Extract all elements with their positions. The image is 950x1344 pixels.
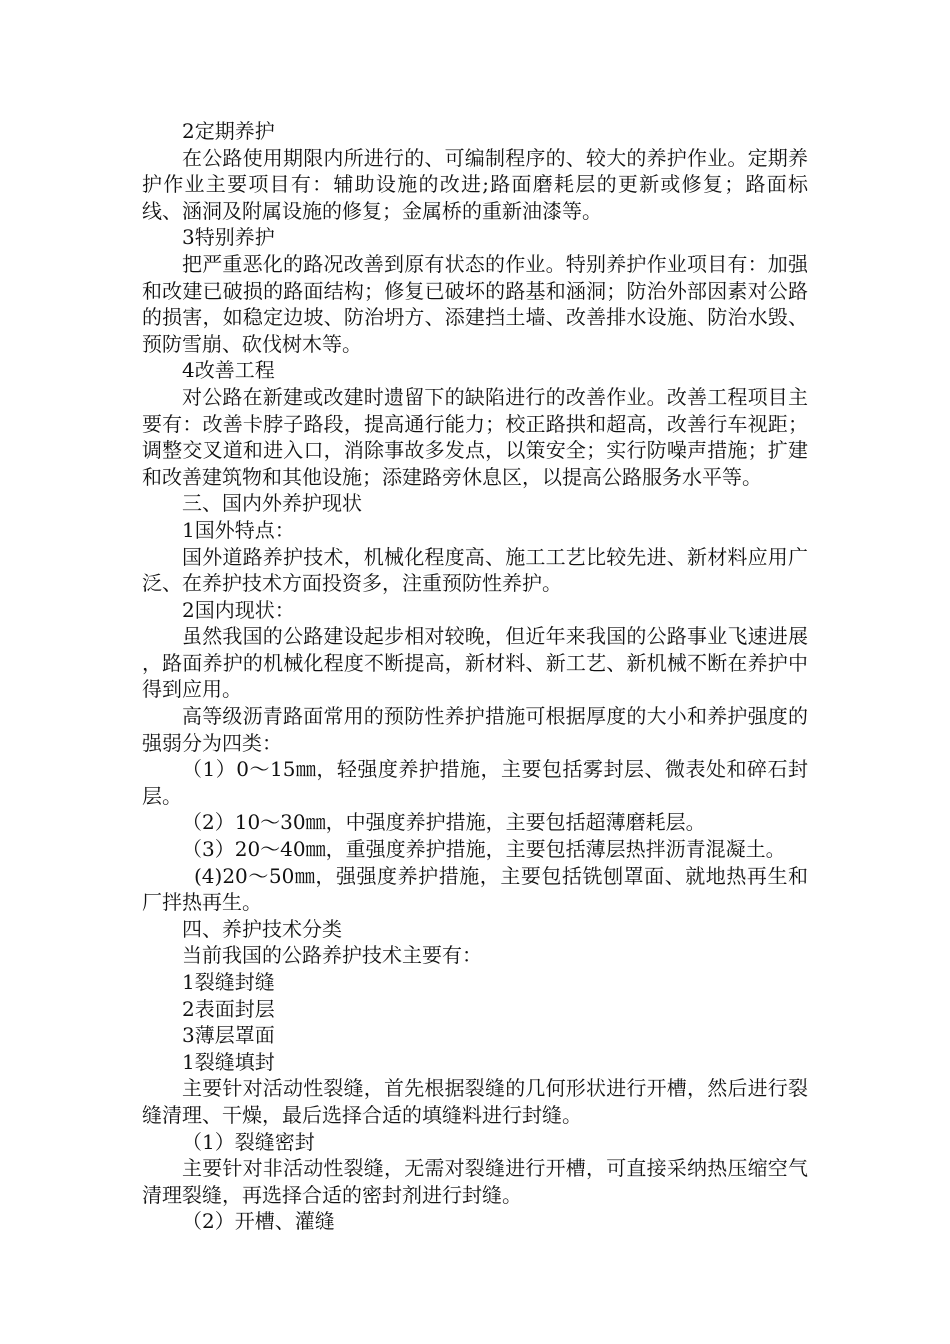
section-heading-domestic-status: 2国内现状： bbox=[182, 597, 295, 622]
list-item-strong-intensity: (4)20～50㎜，强强度养护措施，主要包括铣刨罩面、就地热再生和厂拌热再生。 bbox=[142, 863, 808, 915]
paragraph-techniques-intro: 当前我国的公路养护技术主要有： bbox=[182, 943, 482, 968]
section-heading-foreign-features: 1国外特点： bbox=[182, 517, 295, 542]
paragraph-special-maintenance: 把严重恶化的路况改善到原有状态的作业。特别养护作业项目有：加强和改建已破损的路面结构；修复已破坏的路基和涵洞；防治外部因素对公路的损害，如稳定边坡、防治坍方、添建挡土墙、改善排水设施、防治水毁、预防雪崩、砍伐树木等。 bbox=[142, 251, 808, 356]
subsection-heading-crack-sealing: （1）裂缝密封 bbox=[182, 1129, 315, 1154]
paragraph-periodic-maintenance: 在公路使用期限内所进行的、可编制程序的、较大的养护作业。定期养护作业主要项目有：辅助设施的改进;路面磨耗层的更新或修复；路面标线、涵洞及附属设施的修复；金属桥的重新油漆等。 bbox=[142, 145, 808, 223]
paragraph-crack-filling: 主要针对活动性裂缝，首先根据裂缝的几何形状进行开槽，然后进行裂缝清理、干燥，最后选择合适的填缝料进行封缝。 bbox=[142, 1076, 808, 1127]
list-item-crack-sealing: 1裂缝封缝 bbox=[182, 970, 275, 994]
list-item-thin-overlay: 3薄层罩面 bbox=[182, 1023, 275, 1048]
paragraph-improvement-works: 对公路在新建或改建时遗留下的缺陷进行的改善作业。改善工程项目主要有：改善卡脖子路段，提高通行能力；校正路拱和超高，改善行车视距；调整交叉道和进入口，消除事故多发点，以策安全；实行防噪声措施；扩建和改善建筑物和其他设施；添建路旁休息区，以提高公路服务水平等。 bbox=[142, 384, 808, 489]
chapter-heading-maintenance-status: 三、国内外养护现状 bbox=[182, 491, 362, 516]
paragraph-domestic-status: 虽然我国的公路建设起步相对较晚，但近年来我国的公路事业飞速进展 ，路面养护的机械化程度不断提高，新材料、新工艺、新机械不断在养护中得到应用。 bbox=[142, 624, 808, 702]
section-heading-crack-filling: 1裂缝填封 bbox=[182, 1049, 275, 1074]
list-item-surface-sealing: 2表面封层 bbox=[182, 996, 275, 1021]
document-page bbox=[142, 118, 808, 1235]
section-heading-periodic-maintenance: 2定期养护 bbox=[182, 119, 275, 143]
paragraph-crack-sealing: 主要针对非活动性裂缝，无需对裂缝进行开槽，可直接采纳热压缩空气清理裂缝，再选择合适的密封剂进行封缝。 bbox=[142, 1156, 808, 1207]
section-heading-special-maintenance: 3特别养护 bbox=[182, 225, 275, 250]
chapter-heading-technique-classification: 四、养护技术分类 bbox=[182, 916, 342, 941]
section-heading-improvement-works: 4改善工程 bbox=[182, 358, 275, 383]
subsection-heading-routing-filling: （2）开槽、灌缝 bbox=[182, 1209, 335, 1234]
list-item-heavy-intensity: （3）20～40㎜，重强度养护措施，主要包括薄层热拌沥青混凝土。 bbox=[182, 837, 786, 862]
list-item-light-intensity: （1）0～15㎜，轻强度养护措施，主要包括雾封层、微表处和碎石封层。 bbox=[142, 757, 808, 808]
paragraph-preventive-categories: 高等级沥青路面常用的预防性养护措施可根据厚度的大小和养护强度的强弱分为四类： bbox=[142, 704, 808, 755]
paragraph-foreign-features: 国外道路养护技术，机械化程度高、施工工艺比较先进、新材料应用广泛、在养护技术方面投资多，注重预防性养护。 bbox=[142, 544, 808, 596]
list-item-medium-intensity: （2）10～30㎜，中强度养护措施，主要包括超薄磨耗层。 bbox=[182, 810, 706, 835]
